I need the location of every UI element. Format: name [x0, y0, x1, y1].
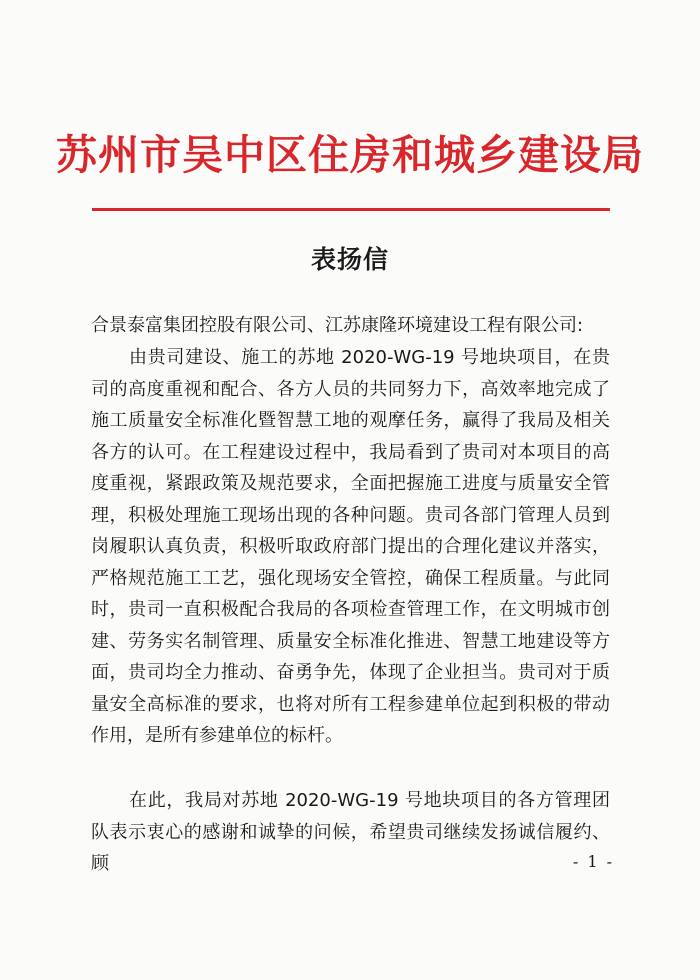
- letter-paragraph-2: 在此，我局对苏地 2020-WG-19 号地块项目的各方管理团队表示衷心的感谢和诚挚的问候，希望贵司继续发扬诚信履约、顾: [91, 790, 610, 874]
- page-number: - 1 -: [572, 852, 614, 871]
- letterhead-org-name: 苏州市吴中区住房和城乡建设局: [56, 131, 644, 179]
- letterhead-red-rule: [92, 208, 610, 211]
- letter-title: 表扬信: [310, 245, 389, 274]
- letter-salutation: 合景泰富集团控股有限公司、江苏康隆环境建设工程有限公司:: [91, 315, 584, 336]
- letter-paragraph-1: 由贵司建设、施工的苏地 2020-WG-19 号地块项目，在贵司的高度重视和配合、各方人员的共同努力下，高效率地完成了施工质量安全标准化暨智慧工地的观摩任务，赢得了我局及相关各方的认可。在工程建设过程中，我局看到了贵司对本项目的高度重视，紧跟政策及规范要求，全面把握施工进度与质量安全管理，积极处理施工现场出现的各种问题。贵司各部门管理人员到岗履职认真负责，积极听取政府部门提出的合理化建议并落实，严格规范施工工艺，强化现场安全管控，确保工程质量。与此同时，贵司一直积极配合我局的各项检查管理工作，在文明城市创建、劳务实名制管理、质量安全标准化推进、智慧工地建设等方面，贵司均全力推动、奋勇争先，体现了企业担当。贵司对于质量安全高标准的要求，也将对所有工程参建单位起到积极的带动作用，是所有参建单位的标杆。: [91, 347, 610, 746]
